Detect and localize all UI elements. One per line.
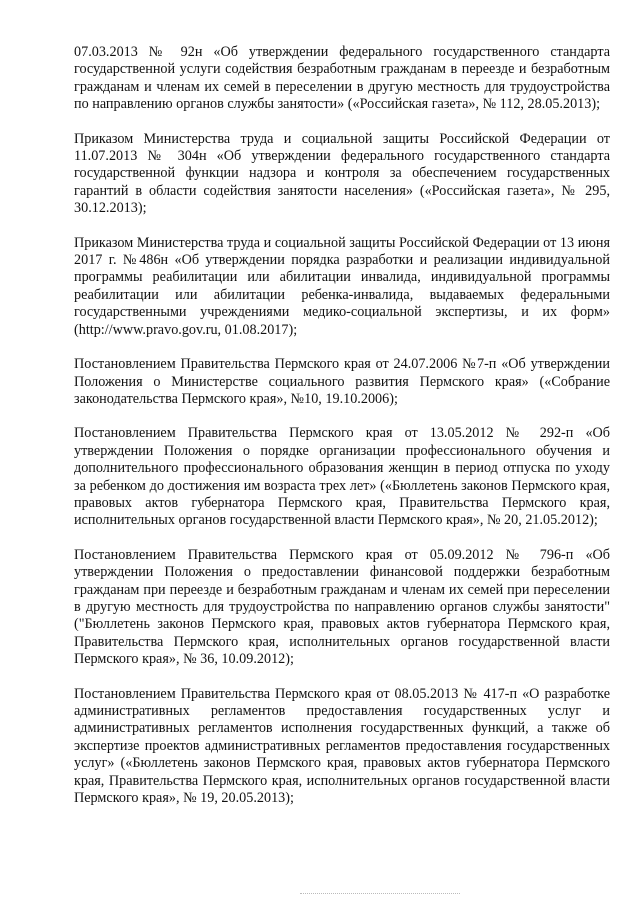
paragraph-order-92n: 07.03.2013 № 92н «Об утверждении федерального государственного стандарта государственной услуги содействия безработным гражданам в переезде и безработным гражданам и членам их семей в переселении в другую местность для трудоустройства по направлению органов службы занятости» («Российская газета», № 112, 28.05.2013); xyxy=(74,44,610,113)
paragraph-resolution-417p: Постановлением Правительства Пермского края от 08.05.2013 № 417-п «О разработке административных регламентов предоставления государственных услуг и административных регламентов исполнения государственных функций, а также об экспертизе проектов административных регламентов предоставления государственных услуг» («Бюллетень законов Пермского края, правовых актов губернатора Пермского края, Правительства Пермского края, исполнительных органов государственной власти Пермского края», № 19, 20.05.2013); xyxy=(74,685,610,807)
paragraph-resolution-796p: Постановлением Правительства Пермского края от 05.09.2012 № 796-п «Об утверждении Положения о предоставлении финансовой поддержки безработным гражданам при переезде и безработным гражданам и членам их семей при переселении в другую местность для трудоустройства по направлению органов службы занятости" ("Бюллетень законов Пермского края, правовых актов губернатора Пермского края, Правительства Пермского края, исполнительных органов государственной власти Пермского края», № 36, 10.09.2012); xyxy=(74,546,610,668)
paragraph-order-486n: Приказом Министерства труда и социальной защиты Российской Федерации от 13 июня 2017 г. №486н «Об утверждении порядка разработки и реализации индивидуальной программы реабилитации или абилитации инвалида, индивидуальной программы реабилитации или абилитации ребенка-инвалида, выдаваемых федеральными государственными учреждениями медико-социальной экспертизы, и их форм» (http://www.pravo.gov.ru, 01.08.2017); xyxy=(74,234,610,338)
paragraph-order-304n: Приказом Министерства труда и социальной защиты Российской Федерации от 11.07.2013 № 304н «Об утверждении федерального государственного стандарта государственной функции надзора и контроля за обеспечением государственных гарантий в области содействия занятости населения» («Российская газета», № 295, 30.12.2013); xyxy=(74,130,610,217)
scan-artifact-line xyxy=(300,893,460,894)
paragraph-resolution-292p: Постановлением Правительства Пермского края от 13.05.2012 № 292-п «Об утверждении Положения о порядке организации профессионального обучения и дополнительного профессионального образования женщин в период отпуска по уходу за ребенком до достижения им возраста трех лет» («Бюллетень законов Пермского края, правовых актов губернатора Пермского края, Правительства Пермского края, исполнительных органов государственной власти Пермского края», № 20, 21.05.2012); xyxy=(74,425,610,529)
paragraph-resolution-7p: Постановлением Правительства Пермского края от 24.07.2006 №7-п «Об утверждении Положения о Министерстве социального развития Пермского края» («Собрание законодательства Пермского края», №10, 19.10.2006); xyxy=(74,356,610,407)
document-page xyxy=(74,44,610,824)
